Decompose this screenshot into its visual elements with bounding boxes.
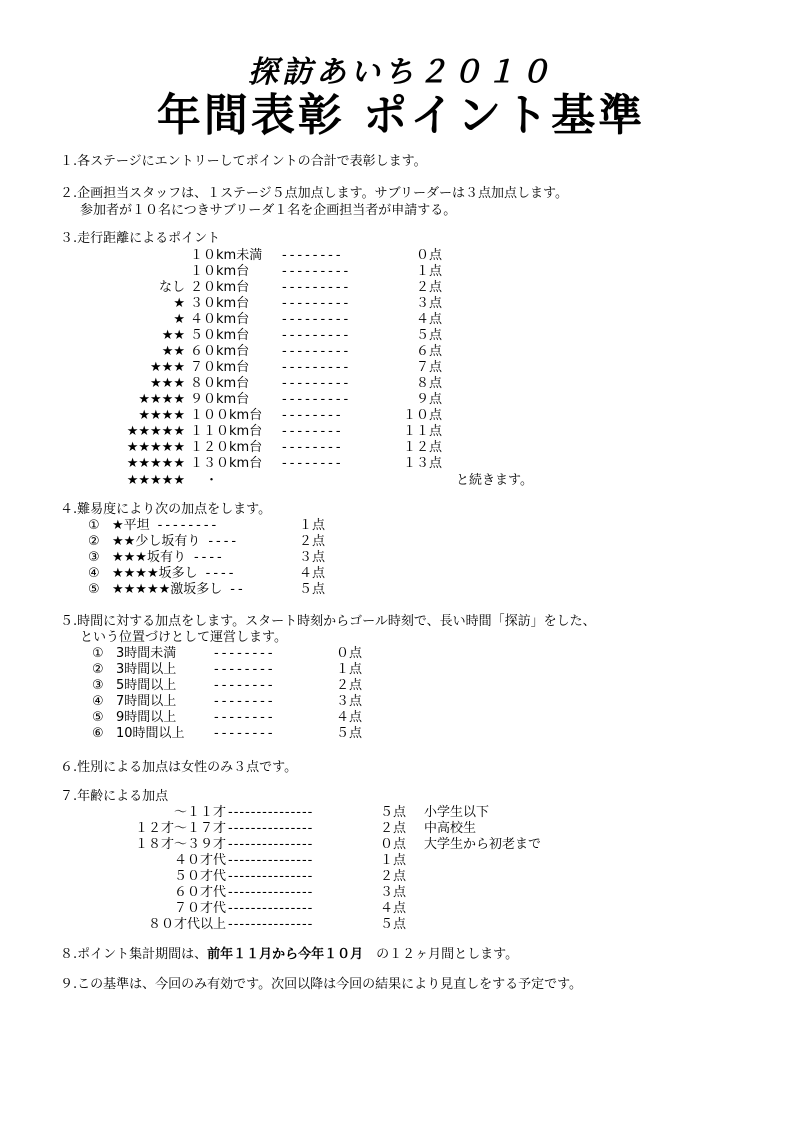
distance-dashes: --------- bbox=[282, 392, 352, 407]
time-dashes: -------- bbox=[214, 678, 276, 693]
distance-stars: ★★★★ bbox=[138, 408, 185, 423]
distance-points: ７点 bbox=[415, 360, 442, 375]
section-2-line1: ２.企画担当スタッフは、１ステージ５点加点します。サブリーダーは３点加点します。 bbox=[60, 186, 569, 201]
distance-label: １０km台 bbox=[190, 264, 250, 279]
time-label: 9時間以上 bbox=[116, 710, 177, 725]
time-dashes: -------- bbox=[214, 726, 276, 741]
difficulty-points: ２点 bbox=[298, 534, 325, 549]
age-dashes: --------------- bbox=[228, 869, 314, 884]
time-label: 3時間未満 bbox=[116, 646, 177, 661]
distance-stars: なし bbox=[158, 280, 185, 295]
subtitle: 探訪あいち２０１０ bbox=[248, 55, 554, 90]
distance-label: ６０km台 bbox=[190, 344, 250, 359]
distance-label: ８０km台 bbox=[190, 376, 250, 391]
difficulty-number: ④ bbox=[88, 566, 100, 581]
difficulty-points: ４点 bbox=[298, 566, 325, 581]
age-range: １８才～３９才 bbox=[134, 837, 226, 852]
section-2-line2: 参加者が１０名につきサブリーダ１名を企画担当者が申請する。 bbox=[80, 203, 457, 218]
distance-label: ５０km台 bbox=[190, 328, 250, 343]
difficulty-dashes: -- bbox=[230, 582, 246, 597]
distance-dashes: -------- bbox=[282, 424, 344, 439]
distance-label: １２０km台 bbox=[190, 440, 263, 455]
age-points: ０点 bbox=[379, 837, 406, 852]
continuation-text: と続きます。 bbox=[456, 473, 533, 488]
distance-stars: ★ bbox=[173, 296, 185, 311]
age-range: ～１１才 bbox=[173, 805, 226, 820]
distance-stars: ★★★★★ bbox=[126, 456, 185, 471]
section-8-suffix: の１２ヶ月間とします。 bbox=[376, 947, 519, 962]
age-points: ５点 bbox=[379, 917, 406, 932]
section-3-heading: ３.走行距離によるポイント bbox=[60, 231, 221, 246]
difficulty-stars: ★★★★★ bbox=[112, 582, 171, 597]
age-points: ２点 bbox=[379, 821, 406, 836]
section-8-prefix: ８.ポイント集計期間は、 bbox=[60, 947, 208, 962]
difficulty-points: ３点 bbox=[298, 550, 325, 565]
difficulty-dashes: ---- bbox=[208, 534, 240, 549]
time-points: ３点 bbox=[335, 694, 362, 709]
distance-label: １３０km台 bbox=[190, 456, 263, 471]
difficulty-line bbox=[112, 518, 219, 534]
difficulty-stars: ★★ bbox=[112, 534, 136, 549]
time-label: 10時間以上 bbox=[116, 726, 185, 741]
age-range: ６０才代 bbox=[173, 885, 226, 900]
age-range: １２才～１７才 bbox=[134, 821, 226, 836]
age-note: 大学生から初老まで bbox=[424, 837, 542, 852]
distance-stars: ★★★★★ bbox=[126, 424, 185, 439]
distance-dashes: --------- bbox=[282, 376, 352, 391]
difficulty-number: ③ bbox=[88, 550, 100, 565]
difficulty-label: 平坦 bbox=[123, 518, 150, 533]
distance-points: １１点 bbox=[402, 424, 442, 439]
difficulty-label: 激坂多し bbox=[170, 582, 223, 597]
time-dashes: -------- bbox=[214, 694, 276, 709]
difficulty-stars: ★ bbox=[112, 518, 124, 533]
distance-points: １０点 bbox=[402, 408, 442, 423]
difficulty-dashes: ---- bbox=[193, 550, 225, 565]
time-points: １点 bbox=[335, 662, 362, 677]
difficulty-line bbox=[112, 550, 225, 566]
distance-points: ６点 bbox=[415, 344, 442, 359]
distance-label: ７０km台 bbox=[190, 360, 250, 375]
difficulty-line bbox=[112, 582, 246, 598]
difficulty-points: ５点 bbox=[298, 582, 325, 597]
distance-stars: ★★ bbox=[161, 328, 185, 343]
difficulty-stars: ★★★★ bbox=[112, 566, 159, 581]
page-title: 年間表彰 ポイント基準 bbox=[156, 90, 646, 141]
age-dashes: --------------- bbox=[228, 917, 314, 932]
distance-label: ３０km台 bbox=[190, 296, 250, 311]
age-points: ５点 bbox=[379, 805, 406, 820]
time-number: ④ bbox=[92, 694, 104, 709]
distance-points: ８点 bbox=[415, 376, 442, 391]
age-dashes: --------------- bbox=[228, 821, 314, 836]
time-number: ⑤ bbox=[92, 710, 104, 725]
age-dashes: --------------- bbox=[228, 805, 314, 820]
distance-stars: ★★★★ bbox=[138, 392, 185, 407]
difficulty-line bbox=[112, 566, 236, 582]
difficulty-label: 坂有り bbox=[146, 550, 186, 565]
distance-dashes: -------- bbox=[282, 440, 344, 455]
difficulty-points: １点 bbox=[298, 518, 325, 533]
age-points: ３点 bbox=[379, 885, 406, 900]
age-range: ５０才代 bbox=[173, 869, 226, 884]
section-9-text: ９.この基準は、今回のみ有効です。次回以降は今回の結果により見直しをする予定です。 bbox=[60, 977, 583, 992]
distance-dashes: --------- bbox=[282, 264, 352, 279]
section-7-heading: ７.年齢による加点 bbox=[60, 789, 169, 804]
distance-label: ２０km台 bbox=[190, 280, 250, 295]
age-dashes: --------------- bbox=[228, 901, 314, 916]
distance-stars: ★ bbox=[173, 312, 185, 327]
distance-points: ０点 bbox=[415, 248, 442, 263]
distance-stars: ★★★ bbox=[150, 360, 185, 375]
age-note: 中高校生 bbox=[424, 821, 477, 836]
distance-label: １０km未満 bbox=[190, 248, 263, 263]
distance-points: ３点 bbox=[415, 296, 442, 311]
distance-label: ９０km台 bbox=[190, 392, 250, 407]
time-dashes: -------- bbox=[214, 646, 276, 661]
section-5-line1: ５.時間に対する加点をします。スタート時刻からゴール時刻で、長い時間「探訪」をした、 bbox=[60, 614, 596, 629]
distance-label: １００km台 bbox=[190, 408, 263, 423]
distance-dashes: -------- bbox=[282, 248, 344, 263]
section-1-text: １.各ステージにエントリーしてポイントの合計で表彰します。 bbox=[60, 154, 427, 169]
distance-dashes: -------- bbox=[282, 408, 344, 423]
distance-stars: ★★★ bbox=[150, 376, 185, 391]
distance-label: ４０km台 bbox=[190, 312, 250, 327]
time-points: ４点 bbox=[335, 710, 362, 725]
age-points: ２点 bbox=[379, 869, 406, 884]
difficulty-dashes: -------- bbox=[157, 518, 220, 533]
distance-dashes: --------- bbox=[282, 360, 352, 375]
difficulty-label: 少し坂有り bbox=[135, 534, 201, 549]
time-dashes: -------- bbox=[214, 662, 276, 677]
distance-points: ９点 bbox=[415, 392, 442, 407]
time-points: ５点 bbox=[335, 726, 362, 741]
age-dashes: --------------- bbox=[228, 885, 314, 900]
time-label: 5時間以上 bbox=[116, 678, 177, 693]
time-number: ⑥ bbox=[92, 726, 104, 741]
distance-points: ４点 bbox=[415, 312, 442, 327]
age-range: ８０才代以上 bbox=[147, 917, 226, 932]
difficulty-stars: ★★★ bbox=[112, 550, 147, 565]
section-6-text: ６.性別による加点は女性のみ３点です。 bbox=[60, 760, 298, 775]
difficulty-label: 坂多し bbox=[158, 566, 198, 581]
time-points: ０点 bbox=[335, 646, 362, 661]
time-number: ② bbox=[92, 662, 104, 677]
distance-dashes: --------- bbox=[282, 344, 352, 359]
distance-stars: ★★ bbox=[161, 344, 185, 359]
distance-dashes: --------- bbox=[282, 280, 352, 295]
age-range: ７０才代 bbox=[173, 901, 226, 916]
age-dashes: --------------- bbox=[228, 853, 314, 868]
distance-points: ２点 bbox=[415, 280, 442, 295]
age-range: ４０才代 bbox=[173, 853, 226, 868]
distance-label: １１０km台 bbox=[190, 424, 263, 439]
difficulty-dashes: ---- bbox=[205, 566, 237, 581]
distance-points: ５点 bbox=[415, 328, 442, 343]
time-label: 3時間以上 bbox=[116, 662, 177, 677]
distance-points: １点 bbox=[415, 264, 442, 279]
section-5-line2: という位置づけとして運営します。 bbox=[80, 630, 287, 645]
age-points: １点 bbox=[379, 853, 406, 868]
distance-stars-last: ★★★★★ bbox=[126, 473, 185, 488]
distance-points: １３点 bbox=[402, 456, 442, 471]
section-8-text bbox=[60, 947, 518, 963]
continuation-dot: ・ bbox=[205, 473, 219, 488]
difficulty-number: ⑤ bbox=[88, 582, 100, 597]
time-dashes: -------- bbox=[214, 710, 276, 725]
difficulty-line bbox=[112, 534, 239, 550]
time-label: 7時間以上 bbox=[116, 694, 177, 709]
time-number: ③ bbox=[92, 678, 104, 693]
section-4-heading: ４.難易度により次の加点をします。 bbox=[60, 502, 272, 517]
section-8-period: 前年１１月から今年１０月 bbox=[207, 947, 364, 962]
distance-dashes: --------- bbox=[282, 296, 352, 311]
distance-stars: ★★★★★ bbox=[126, 440, 185, 455]
distance-points: １２点 bbox=[402, 440, 442, 455]
age-dashes: --------------- bbox=[228, 837, 314, 852]
time-number: ① bbox=[92, 646, 104, 661]
age-points: ４点 bbox=[379, 901, 406, 916]
age-note: 小学生以下 bbox=[424, 805, 490, 820]
distance-dashes: --------- bbox=[282, 328, 352, 343]
distance-dashes: --------- bbox=[282, 312, 352, 327]
difficulty-number: ① bbox=[88, 518, 100, 533]
time-points: ２点 bbox=[335, 678, 362, 693]
distance-dashes: -------- bbox=[282, 456, 344, 471]
difficulty-number: ② bbox=[88, 534, 100, 549]
